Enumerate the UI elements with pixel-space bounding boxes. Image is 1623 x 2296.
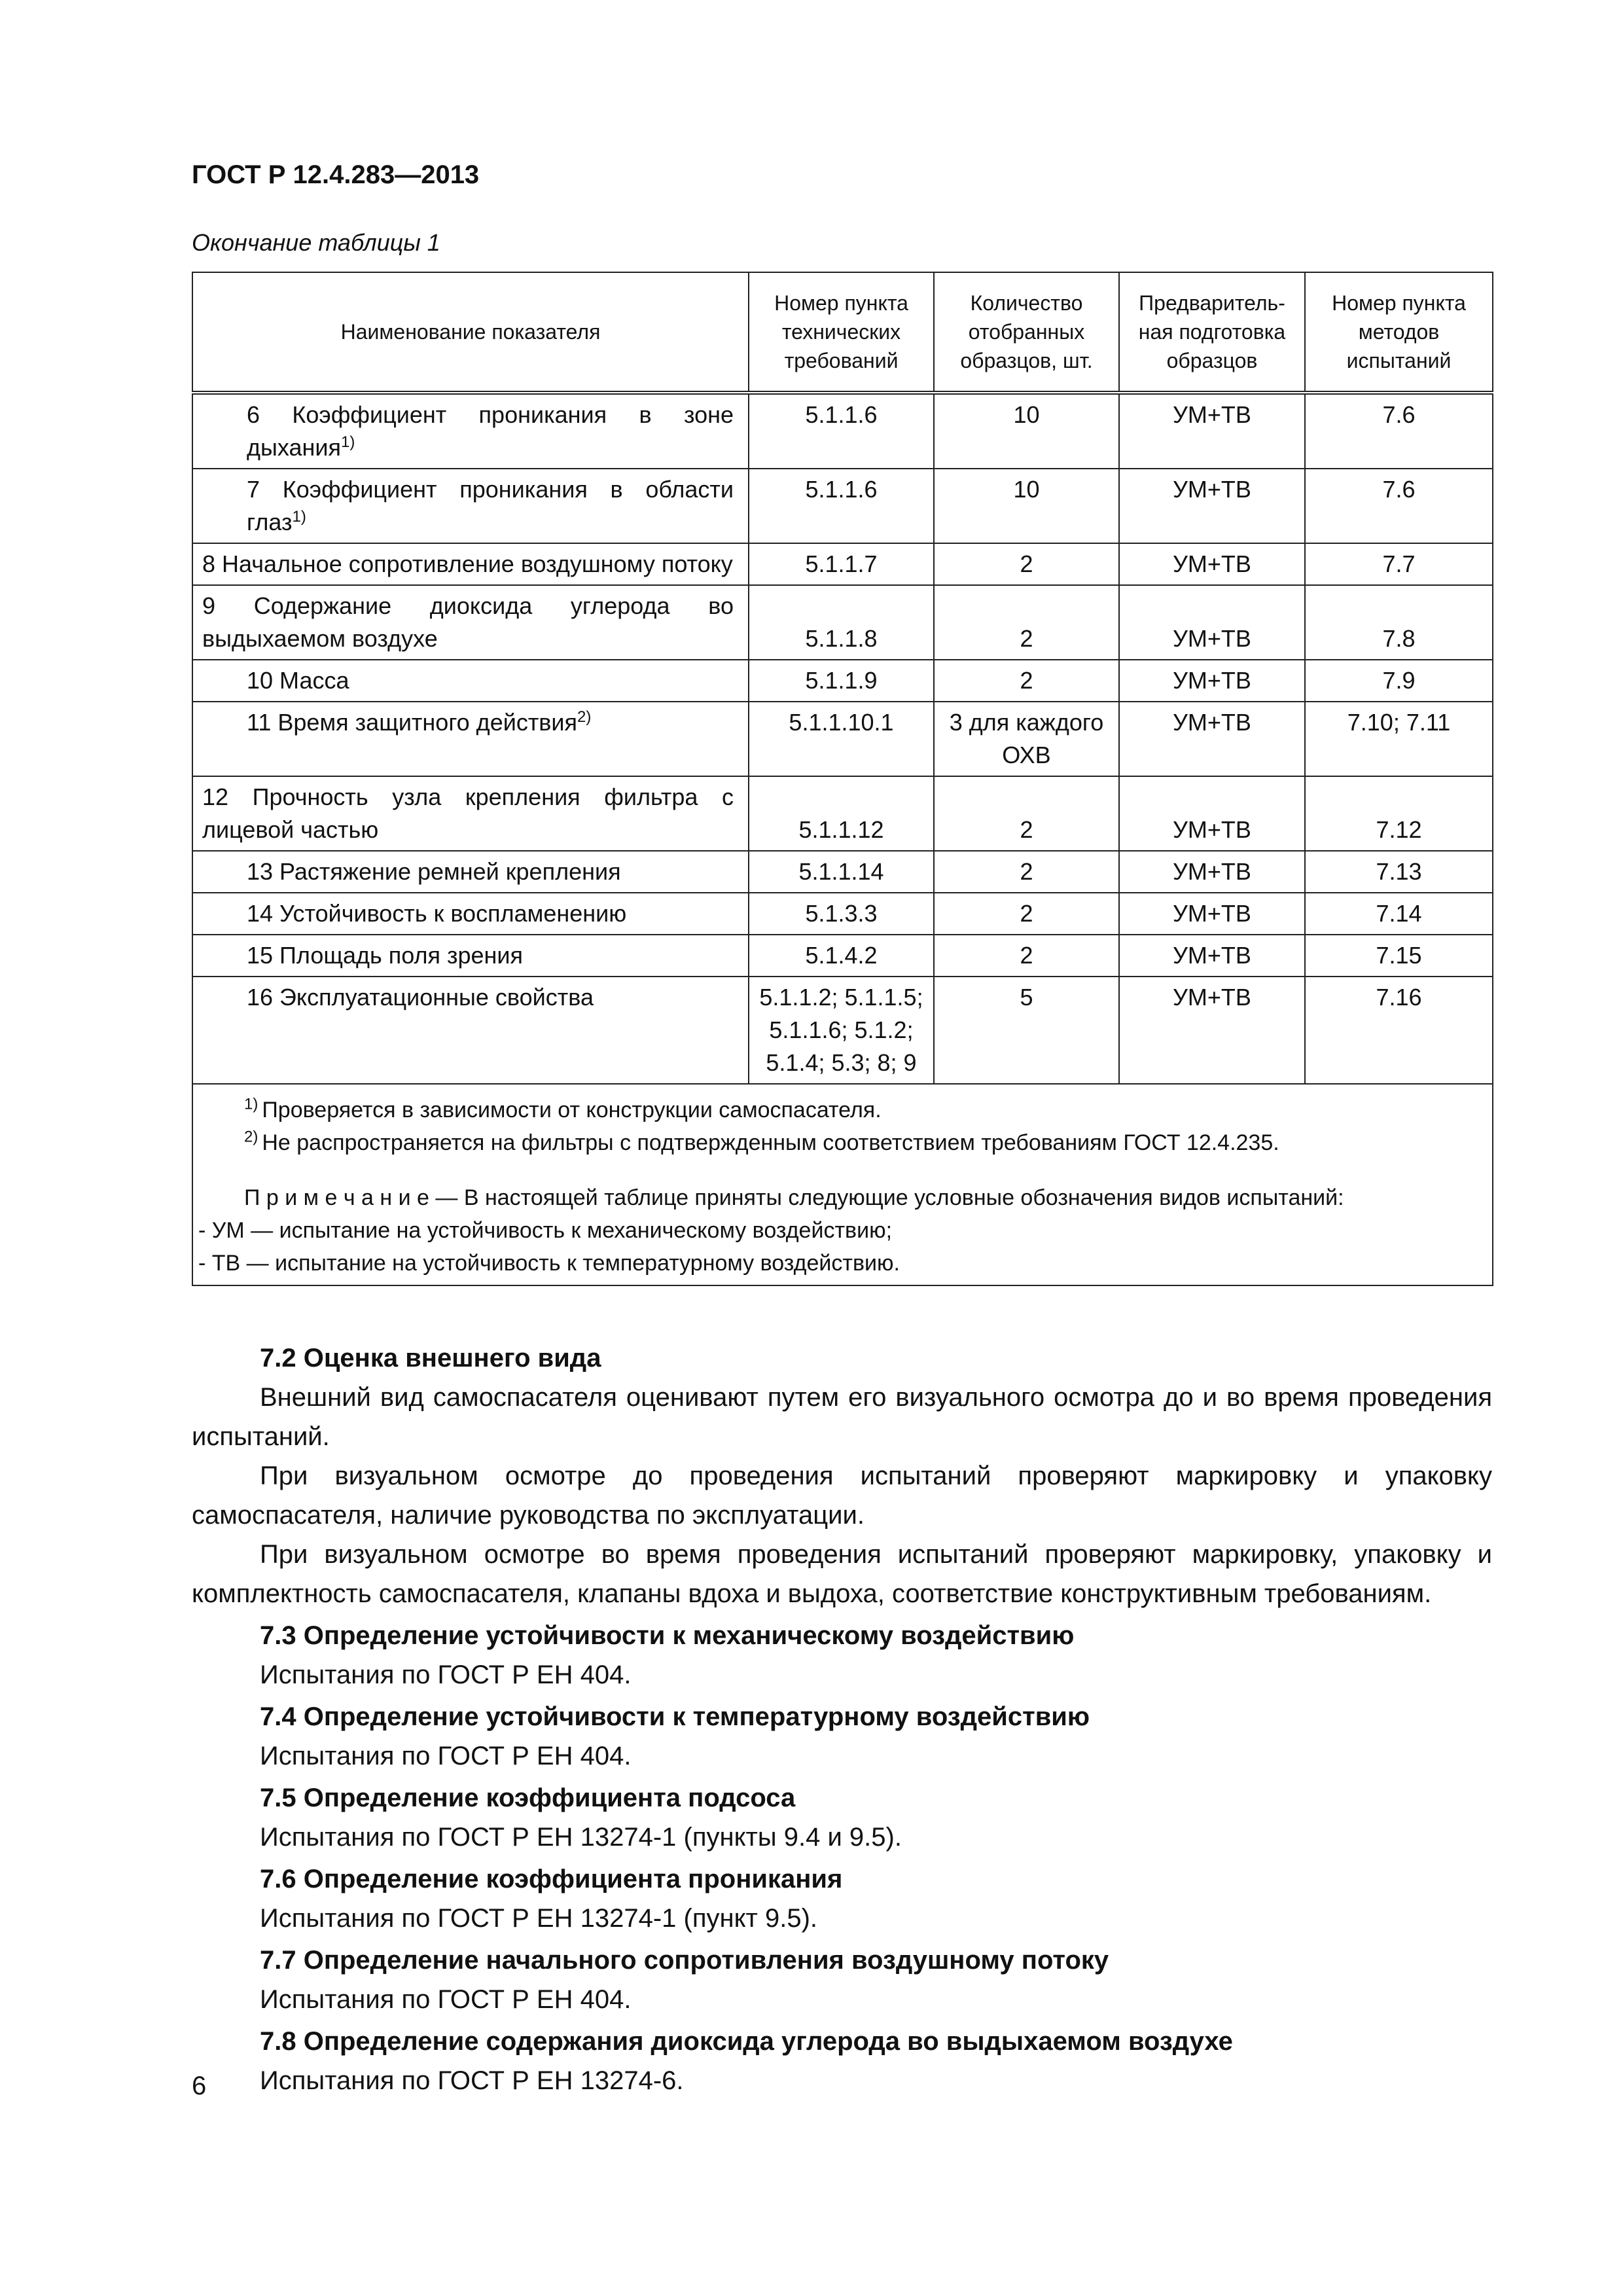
paragraph: При визуальном осмотре во время проведения испытаний проверяют маркировку, упаковку и комплектность самоспасателя, клапаны вдоха и выдоха, соответствие конструктивным требованиям. [192, 1540, 1492, 1608]
section-heading-7-4: 7.4 Определение устойчивости к температурному воздействию [260, 1702, 1090, 1731]
table-row [192, 702, 1493, 776]
footnote-text: Не распространяется на фильтры с подтвержденным соответствием требованиям ГОСТ 12.4.235. [262, 1130, 1279, 1155]
indicator-name-text: 13 Растяжение ремней крепления [247, 858, 621, 885]
column-header-preparation: Предваритель-ная подготовка образцов [1119, 272, 1305, 393]
cell-requirement: 5.1.1.9 [749, 660, 934, 702]
cell-preparation: УМ+ТВ [1119, 660, 1305, 702]
indicator-name-text: 9 Содержание диоксида углерода во выдыхаемом воздухе [202, 592, 734, 652]
cell-indicator-name [192, 585, 749, 660]
cell-preparation: УМ+ТВ [1119, 935, 1305, 977]
section-heading-7-8: 7.8 Определение содержания диоксида углерода во выдыхаемом воздухе [260, 2027, 1233, 2056]
cell-method: 7.6 [1305, 393, 1493, 469]
cell-quantity: 2 [934, 585, 1119, 660]
column-header-requirement: Номер пункта технических требований [749, 272, 934, 393]
paragraph: Испытания по ГОСТ Р ЕН 13274-6. [260, 2066, 684, 2095]
table-row [192, 977, 1493, 1084]
table-row [192, 851, 1493, 893]
indicator-name-text: 11 Время защитного действия [247, 709, 578, 736]
section-body [192, 1338, 1492, 2100]
table-row [192, 585, 1493, 660]
footnote-mark: 2) [244, 1128, 259, 1146]
section-heading-7-7: 7.7 Определение начального сопротивления воздушному потоку [260, 1946, 1109, 1975]
cell-quantity: 2 [934, 776, 1119, 851]
table-row [192, 893, 1493, 935]
table-notes [192, 1084, 1493, 1285]
paragraph: Испытания по ГОСТ Р ЕН 404. [260, 1660, 632, 1689]
cell-indicator-name [192, 393, 749, 469]
cell-preparation: УМ+ТВ [1119, 851, 1305, 893]
footnote-text: Проверяется в зависимости от конструкции самоспасателя. [262, 1098, 882, 1122]
paragraph: Испытания по ГОСТ Р ЕН 404. [260, 1742, 632, 1770]
footnote-1 [244, 1094, 1480, 1126]
cell-method: 7.8 [1305, 585, 1493, 660]
cell-method: 7.9 [1305, 660, 1493, 702]
cell-preparation: УМ+ТВ [1119, 702, 1305, 776]
cell-method: 7.13 [1305, 851, 1493, 893]
cell-indicator-name [192, 660, 749, 702]
cell-indicator-name [192, 851, 749, 893]
cell-preparation: УМ+ТВ [1119, 469, 1305, 543]
table-caption: Окончание таблицы 1 [192, 229, 440, 256]
note-text: — В настоящей таблице приняты следующие условные обозначения видов испытаний: [429, 1185, 1344, 1210]
cell-requirement: 5.1.1.8 [749, 585, 934, 660]
cell-preparation: УМ+ТВ [1119, 585, 1305, 660]
note-item: - УМ — испытание на устойчивость к механическому воздействию; [198, 1218, 893, 1243]
column-header-name: Наименование показателя [192, 272, 749, 393]
cell-indicator-name [192, 893, 749, 935]
cell-quantity: 10 [934, 469, 1119, 543]
indicators-table [192, 272, 1493, 1286]
cell-quantity: 10 [934, 393, 1119, 469]
cell-requirement: 5.1.1.12 [749, 776, 934, 851]
indicator-name-text: 16 Эксплуатационные свойства [247, 984, 594, 1011]
cell-requirement: 5.1.4.2 [749, 935, 934, 977]
document-code: ГОСТ Р 12.4.283—2013 [192, 160, 480, 189]
note-item: - ТВ — испытание на устойчивость к температурному воздействию. [198, 1251, 900, 1276]
cell-quantity: 2 [934, 935, 1119, 977]
table-note [244, 1181, 1480, 1214]
table-notes-row [192, 1084, 1493, 1285]
cell-quantity: 5 [934, 977, 1119, 1084]
cell-quantity: 2 [934, 660, 1119, 702]
table-row [192, 543, 1493, 585]
cell-preparation: УМ+ТВ [1119, 776, 1305, 851]
cell-preparation: УМ+ТВ [1119, 393, 1305, 469]
cell-quantity: 3 для каждого ОХВ [934, 702, 1119, 776]
cell-requirement: 5.1.1.6 [749, 393, 934, 469]
cell-method: 7.12 [1305, 776, 1493, 851]
indicator-name-text: 15 Площадь поля зрения [247, 942, 524, 969]
section-heading-7-6: 7.6 Определение коэффициента проникания [260, 1865, 843, 1893]
indicator-name-text: 10 Масса [247, 667, 349, 694]
cell-requirement: 5.1.1.6 [749, 469, 934, 543]
cell-method: 7.6 [1305, 469, 1493, 543]
cell-requirement: 5.1.1.7 [749, 543, 934, 585]
column-header-quantity: Количество отобранных образцов, шт. [934, 272, 1119, 393]
table-row [192, 469, 1493, 543]
indicator-name-text: 12 Прочность узла крепления фильтра с лицевой частью [202, 783, 734, 843]
table-header-row [192, 272, 1493, 393]
cell-method: 7.15 [1305, 935, 1493, 977]
column-header-method: Номер пункта методов испытаний [1305, 272, 1493, 393]
table-row [192, 935, 1493, 977]
footnote-reference: 1) [292, 508, 306, 526]
cell-method: 7.10; 7.11 [1305, 702, 1493, 776]
cell-quantity: 2 [934, 851, 1119, 893]
cell-indicator-name [192, 776, 749, 851]
page-number: 6 [192, 2072, 207, 2100]
section-heading-7-5: 7.5 Определение коэффициента подсоса [260, 1784, 796, 1812]
paragraph: Внешний вид самоспасателя оценивают путем его визуального осмотра до и во время проведения испытаний. [192, 1383, 1492, 1451]
footnote-reference: 1) [340, 433, 355, 451]
footnote-reference: 2) [577, 708, 592, 726]
cell-quantity: 2 [934, 893, 1119, 935]
table-row [192, 776, 1493, 851]
paragraph: Испытания по ГОСТ Р ЕН 13274-1 (пункт 9.5). [260, 1904, 818, 1933]
cell-requirement: 5.1.1.14 [749, 851, 934, 893]
table-row [192, 393, 1493, 469]
indicator-name-text: 6 Коэффициент проникания в зоне дыхания [247, 401, 734, 461]
cell-preparation: УМ+ТВ [1119, 543, 1305, 585]
cell-requirement: 5.1.1.2; 5.1.1.5; 5.1.1.6; 5.1.2; 5.1.4; 5.3; 8; 9 [749, 977, 934, 1084]
cell-preparation: УМ+ТВ [1119, 893, 1305, 935]
indicator-name-text: 14 Устойчивость к воспламенению [247, 900, 627, 927]
section-heading-7-2: 7.2 Оценка внешнего вида [260, 1344, 601, 1372]
cell-method: 7.7 [1305, 543, 1493, 585]
cell-method: 7.14 [1305, 893, 1493, 935]
cell-requirement: 5.1.3.3 [749, 893, 934, 935]
cell-indicator-name [192, 469, 749, 543]
cell-indicator-name [192, 935, 749, 977]
footnote-2 [244, 1126, 1480, 1159]
cell-preparation: УМ+ТВ [1119, 977, 1305, 1084]
table-row [192, 660, 1493, 702]
footnote-mark: 1) [244, 1095, 259, 1113]
indicator-name-text: 7 Коэффициент проникания в области глаз [247, 476, 734, 535]
cell-indicator-name [192, 543, 749, 585]
cell-quantity: 2 [934, 543, 1119, 585]
section-heading-7-3: 7.3 Определение устойчивости к механическому воздействию [260, 1621, 1075, 1650]
note-label: П р и м е ч а н и е [244, 1185, 429, 1210]
cell-indicator-name [192, 977, 749, 1084]
cell-indicator-name [192, 702, 749, 776]
paragraph: Испытания по ГОСТ Р ЕН 13274-1 (пункты 9.4 и 9.5). [260, 1823, 902, 1852]
cell-requirement: 5.1.1.10.1 [749, 702, 934, 776]
paragraph: Испытания по ГОСТ Р ЕН 404. [260, 1985, 632, 2014]
paragraph: При визуальном осмотре до проведения испытаний проверяют маркировку и упаковку самоспасателя, наличие руководства по эксплуатации. [192, 1462, 1492, 1530]
indicator-name-text: 8 Начальное сопротивление воздушному потоку [202, 550, 733, 577]
cell-method: 7.16 [1305, 977, 1493, 1084]
